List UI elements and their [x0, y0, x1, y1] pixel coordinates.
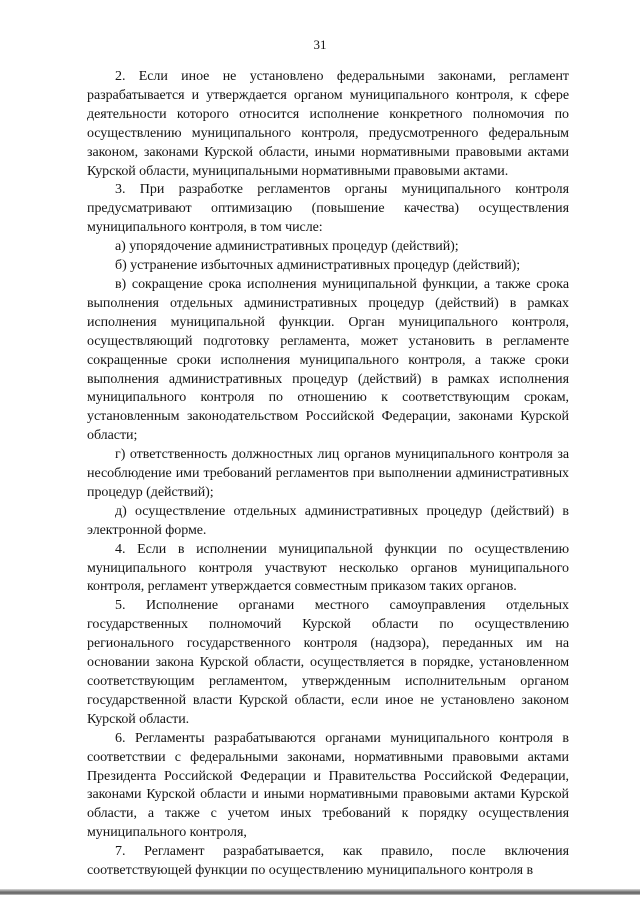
paragraph-6: 6. Регламенты разрабатываются органами муниципального контроля в соответствии с федеральными законами, нормативными правовыми актами Президента Российской Федерации и Правительства Российской Федерации, законами Курской области и иными нормативными правовыми актами Курской области, а также с учетом иных требований к порядку осуществления муниципального контроля,	[87, 730, 569, 841]
paragraph-4: 4. Если в исполнении муниципальной функции по осуществлению муниципального контроля участвуют несколько органов муниципального контроля, регламент утверждается совместным приказом таких органов.	[87, 541, 569, 595]
list-item-a: а) упорядочение административных процедур (действий);	[115, 239, 459, 255]
list-item-d: д) осуществление отдельных административных процедур (действий) в электронной форме.	[87, 503, 569, 538]
page-number: 31	[313, 37, 327, 52]
paragraph-7: 7. Регламент разрабатывается, как правило, после включения соответствующей функции по осуществлению муниципального контроля в	[87, 844, 569, 879]
list-item-v: в) сокращение срока исполнения муниципальной функции, а также срока выполнения отдельных административных процедур (действий) в рамках исполнения муниципальной функции. Орган муниципального контроля, осуществляющий подготовку регламента, может установить в регламенте сокращенные сроки исполнения муниципального контроля, а также сроки выполнения административных процедур (действий) в рамках исполнения муниципального контроля по отношению к соответствующим срокам, установленным законодательством Российской Федерации, законами Курской области;	[87, 276, 569, 444]
scan-edge-line	[0, 889, 640, 895]
list-item-b: б) устранение избыточных административных процедур (действий);	[115, 258, 521, 274]
paragraph-5: 5. Исполнение органами местного самоуправления отдельных государственных полномочий Курской области по осуществлению регионального государственного контроля (надзора), переданных им на основании закона Курской области, осуществляется в порядке, установленном соответствующим регламентом, утвержденным исполнительным органом государственной власти Курской области, если иное не установлено законом Курской области.	[87, 598, 569, 727]
document-body	[87, 68, 569, 881]
list-item-g: г) ответственность должностных лиц органов муниципального контроля за несоблюдение ими требований регламентов при выполнении административных процедур (действий);	[87, 447, 569, 500]
paragraph-2: 2. Если иное не установлено федеральными законами, регламент разрабатывается и утверждается органом муниципального контроля, к сфере деятельности которого относится исполнение конкретного полномочия по осуществлению муниципального контроля, предусмотренного федеральным законом, законами Курской области, иными нормативными правовыми актами Курской области, муниципальными нормативными правовыми актами.	[87, 69, 569, 179]
paragraph-3: 3. При разработке регламентов органы муниципального контроля предусматривают оптимизацию (повышение качества) осуществления муниципального контроля, в том числе:	[87, 182, 569, 236]
